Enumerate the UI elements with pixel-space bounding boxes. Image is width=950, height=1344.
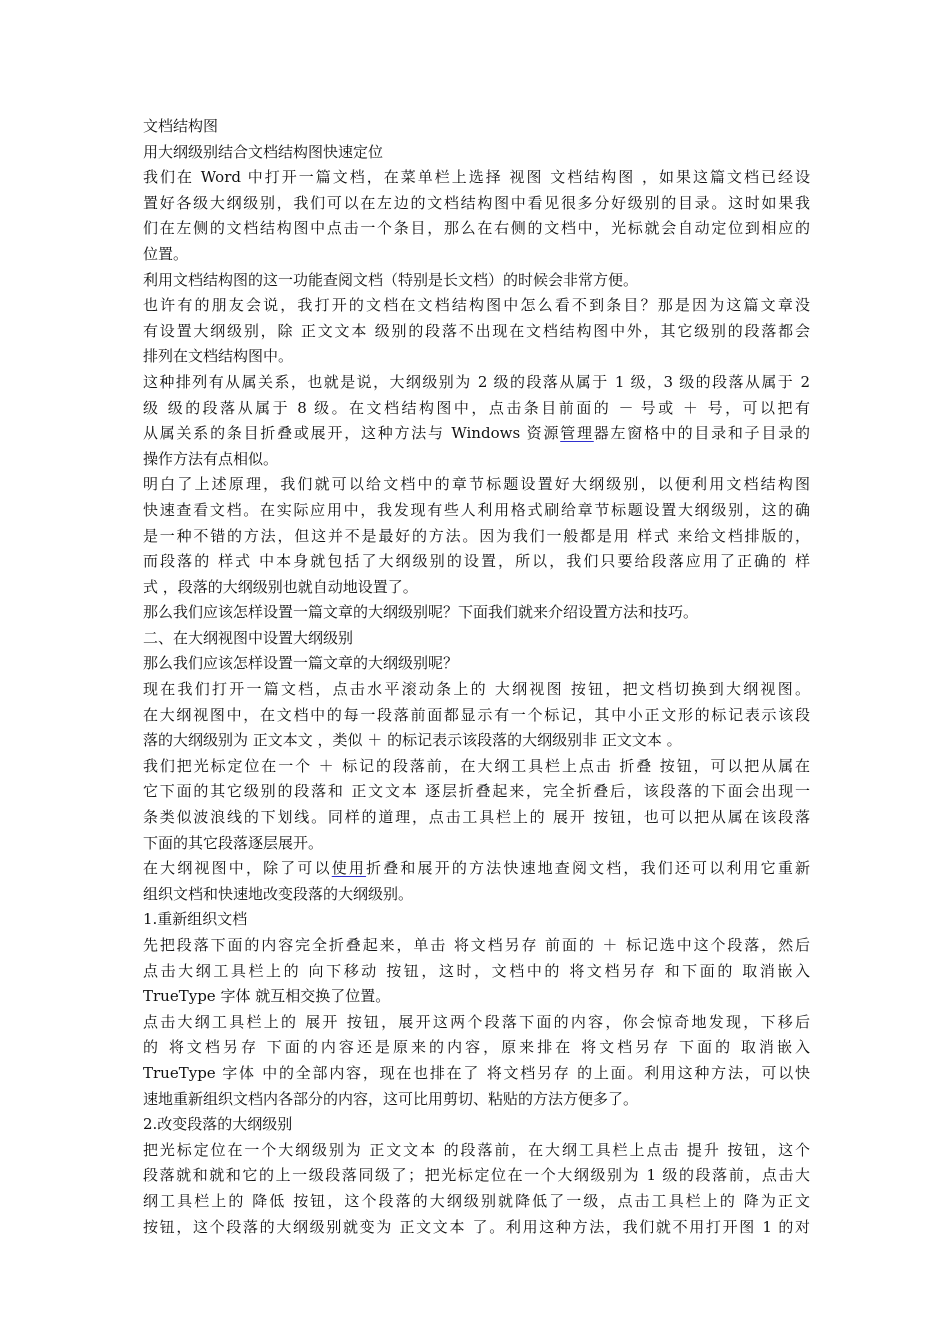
paragraph-line: 我们把光标定位在一个 ＋ 标记的段落前，在大纲工具栏上点击 折叠 按钮，可以把从属在 bbox=[143, 756, 810, 775]
paragraph-line: 也许有的朋友会说，我打开的文档在文档结构图中怎么看不到条目？那是因为这篇文章没 bbox=[143, 296, 810, 315]
paragraph-line: 速地重新组织文档内各部分的内容，这可比用剪切、粘贴的方法方便多了。 bbox=[143, 1089, 639, 1108]
paragraph-line: 我们在 Word 中打开一篇文档，在菜单栏上选择 视图 文档结构图 ，如果这篇文档已经设 bbox=[143, 168, 810, 187]
paragraph-line: 置好各级大纲级别，我们可以在左边的文档结构图中看见很多分好级别的目录。这时如果我 bbox=[143, 193, 810, 212]
document-body bbox=[143, 114, 810, 1240]
paragraph-line: 那么我们应该怎样设置一篇文章的大纲级别呢？ bbox=[143, 654, 459, 673]
document-title: 文档结构图 bbox=[143, 117, 219, 135]
subsection-heading: 2.改变段落的大纲级别 bbox=[143, 1115, 293, 1134]
paragraph-line: 有设置大纲级别，除 正文文本 级别的段落不出现在文档结构图中外，其它级别的段落都会 bbox=[143, 321, 810, 340]
paragraph-line bbox=[143, 856, 810, 882]
line-text: 在大纲视图中，除了可以 bbox=[143, 859, 332, 878]
paragraph-line: 先把段落下面的内容完全折叠起来，单击 将文档另存 前面的 ＋ 标记选中这个段落，然后 bbox=[143, 936, 810, 954]
use-link[interactable]: 使用 bbox=[331, 859, 367, 878]
paragraph-line: 点击大纲工具栏上的 展开 按钮，展开这两个段落下面的内容，你会惊奇地发现，下移后 bbox=[143, 1012, 810, 1031]
paragraph-line: 那么我们应该怎样设置一篇文章的大纲级别呢？下面我们就来介绍设置方法和技巧。 bbox=[143, 603, 699, 622]
paragraph-line: 明白了上述原理，我们就可以给文档中的章节标题设置好大纲级别，以便利用文档结构图 bbox=[143, 475, 810, 494]
manager-link[interactable]: 管理 bbox=[560, 424, 594, 443]
paragraph-line: 纲工具栏上的 降低 按钮，这个段落的大纲级别就降低了一级，点击工具栏上的 降为正文 bbox=[143, 1191, 810, 1210]
paragraph-line: 位置。 bbox=[143, 244, 189, 263]
paragraph-line: 这种排列有从属关系，也就是说，大纲级别为 2 级的段落从属于 1 级，3 级的段落从属于 2 bbox=[143, 372, 810, 391]
paragraph-line: 在大纲视图中，在文档中的每一段落前面都显示有一个标记，其中小正文形的标记表示该段 bbox=[143, 705, 810, 724]
paragraph-line: 组织文档和快速地改变段落的大纲级别。 bbox=[143, 884, 414, 903]
paragraph-line: 级 级的段落从属于 8 级。在文档结构图中，点击条目前面的 － 号或 ＋ 号，可以把有 bbox=[143, 398, 810, 417]
paragraph-line: 段落就和就和它的上一级段落同级了；把光标定位在一个大纲级别为 1 级的段落前，点击大 bbox=[143, 1166, 810, 1185]
paragraph-line: 的 将文档另存 下面的内容还是原来的内容，原来排在 将文档另存 下面的 取消嵌入 bbox=[143, 1038, 810, 1057]
paragraph-line: 现在我们打开一篇文档，点击水平滚动条上的 大纲视图 按钮，把文档切换到大纲视图。 bbox=[143, 680, 810, 699]
paragraph-line: 而段落的 样式 中本身就包括了大纲级别的设置，所以，我们只要给段落应用了正确的 样 bbox=[143, 552, 810, 571]
section-heading: 二、在大纲视图中设置大纲级别 bbox=[143, 628, 354, 647]
document-subtitle: 用大纲级别结合文档结构图快速定位 bbox=[143, 142, 384, 161]
paragraph-line: 条类似波浪线的下划线。同样的道理，点击工具栏上的 展开 按钮，也可以把从属在该段落 bbox=[143, 808, 810, 827]
paragraph-line: TrueType 字体 中的全部内容，现在也排在了 将文档另存 的上面。利用这种方法，可以快 bbox=[143, 1063, 810, 1082]
paragraph-line: 操作方法有点相似。 bbox=[143, 449, 279, 468]
paragraph-line: TrueType 字体 就互相交换了位置。 bbox=[143, 987, 391, 1006]
paragraph-line: 快速查看文档。在实际应用中，我发现有些人利用格式刷给章节标题设置大纲级别，这的确 bbox=[143, 500, 810, 519]
line-text: 折叠和展开的方法快速地查阅文档，我们还可以利用它重新 bbox=[366, 859, 810, 878]
paragraph-line: 下面的其它段落逐层展开。 bbox=[143, 833, 324, 852]
subsection-heading: 1.重新组织文档 bbox=[143, 910, 248, 929]
paragraph-line: 是一种不错的方法，但这并不是最好的方法。因为我们一般都是用 样式 来给文档排版的， bbox=[143, 526, 810, 545]
paragraph-line: 利用文档结构图的这一功能查阅文档（特别是长文档）的时候会非常方便。 bbox=[143, 270, 639, 289]
paragraph-line: 它下面的其它级别的段落和 正文文本 逐层折叠起来，完全折叠后，该段落的下面会出现一 bbox=[143, 782, 810, 801]
paragraph-line: 式 ，段落的大纲级别也就自动地设置了。 bbox=[143, 577, 418, 596]
paragraph-line: 排列在文档结构图中。 bbox=[143, 347, 294, 366]
paragraph-line bbox=[143, 421, 810, 447]
paragraph-line: 落的大纲级别为 正文本文 ，类似 ＋ 的标记表示该段落的大纲级别非 正文文本 。 bbox=[143, 731, 682, 750]
line-text: 器左窗格中的目录和子目录的 bbox=[593, 424, 810, 443]
line-text: 从属关系的条目折叠或展开，这种方法与 Windows 资源 bbox=[143, 424, 561, 443]
paragraph-line: 把光标定位在一个大纲级别为 正文文本 的段落前，在大纲工具栏上点击 提升 按钮，这个 bbox=[143, 1140, 810, 1159]
paragraph-line: 们在左侧的文档结构图中点击一个条目，那么在右侧的文档中，光标就会自动定位到相应的 bbox=[143, 219, 810, 238]
paragraph-line: 点击大纲工具栏上的 向下移动 按钮，这时，文档中的 将文档另存 和下面的 取消嵌入 bbox=[143, 961, 810, 980]
paragraph-line: 按钮，这个段落的大纲级别就变为 正文文本 了。利用这种方法，我们就不用打开图 1 的对 bbox=[143, 1217, 810, 1236]
